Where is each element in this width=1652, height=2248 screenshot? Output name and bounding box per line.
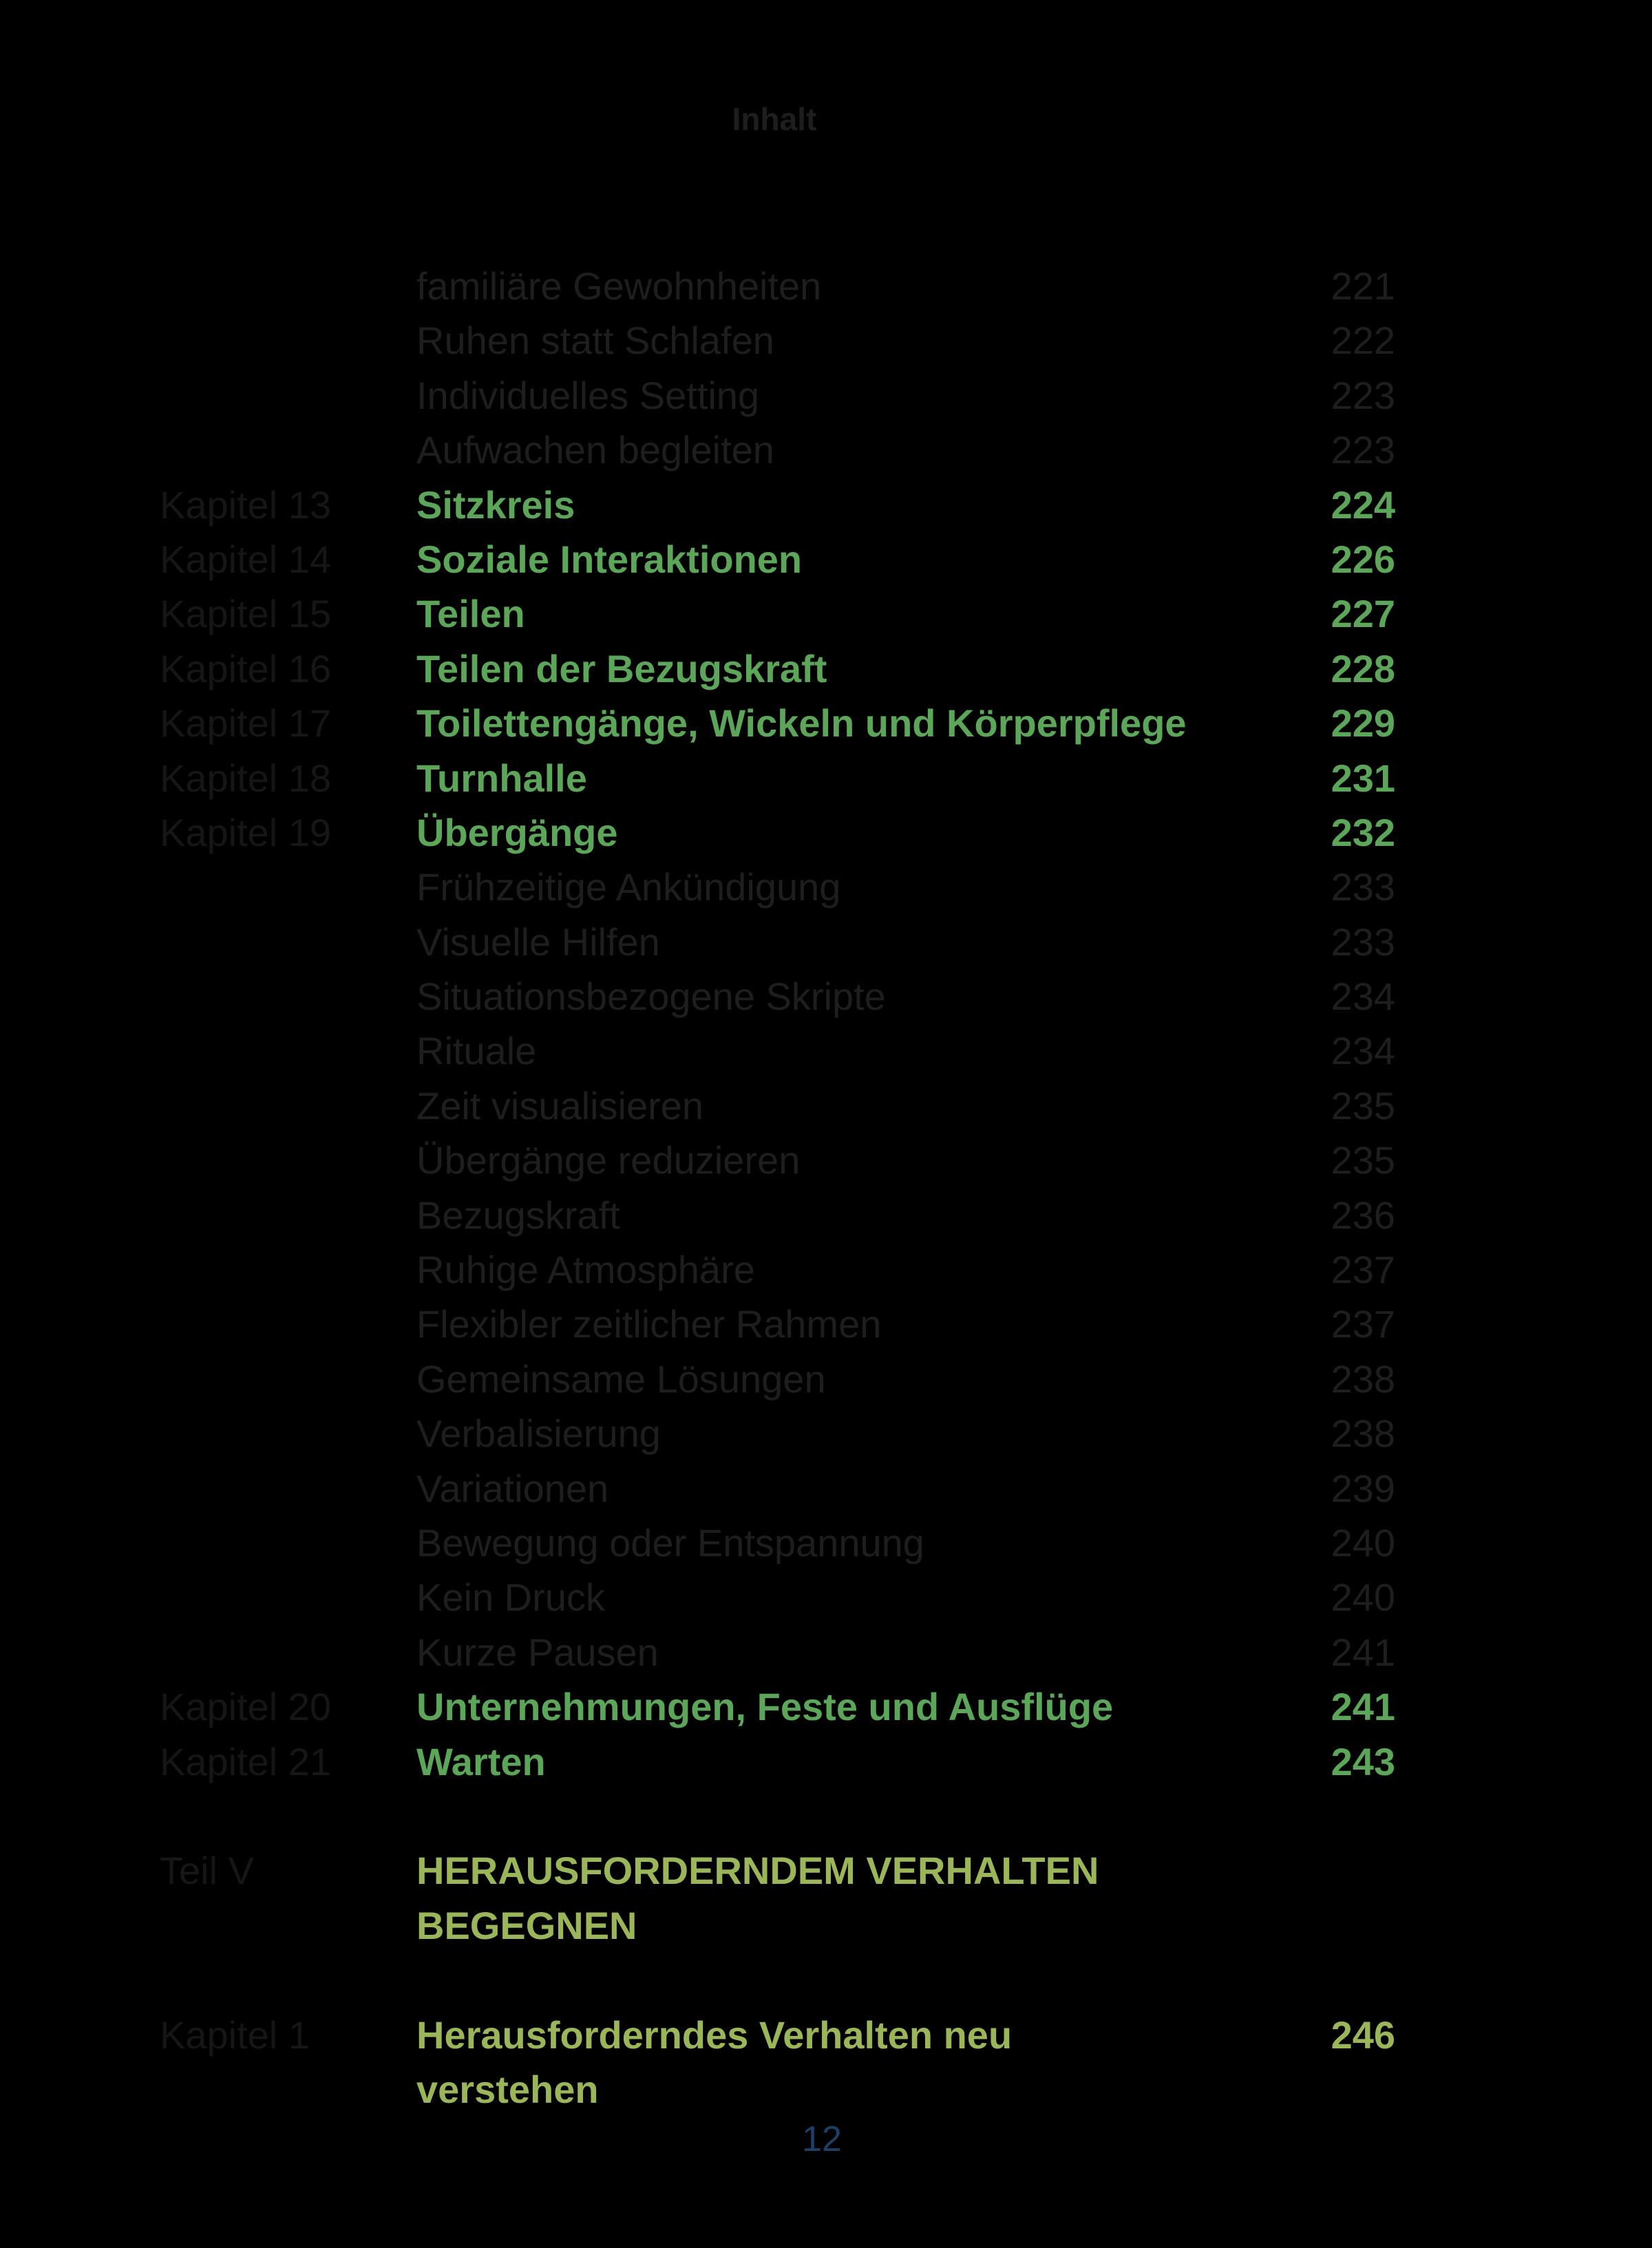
toc-entry-page: 223 bbox=[1331, 373, 1395, 417]
chapter-title: Soziale Interaktionen bbox=[416, 537, 803, 581]
toc-subentry[interactable] bbox=[0, 1352, 1652, 1406]
toc-subentry[interactable] bbox=[0, 1406, 1652, 1461]
toc-entry-page: 233 bbox=[1331, 865, 1395, 909]
toc-entry-page: 221 bbox=[1331, 264, 1395, 308]
chapter-title: Turnhalle bbox=[416, 756, 587, 800]
chapter-label: Kapitel 21 bbox=[160, 1739, 332, 1783]
page-number: 12 bbox=[802, 2119, 842, 2159]
toc-chapter-entry[interactable] bbox=[0, 641, 1652, 696]
chapter-page: 228 bbox=[1331, 646, 1395, 690]
toc-chapter-entry[interactable] bbox=[0, 586, 1652, 641]
toc-subentry[interactable] bbox=[0, 1133, 1652, 1187]
chapter-label: Kapitel 1 bbox=[160, 2013, 310, 2057]
chapter-label: Kapitel 20 bbox=[160, 1685, 332, 1729]
toc-entry-page: 237 bbox=[1331, 1248, 1395, 1292]
chapter-page: 246 bbox=[1331, 2013, 1395, 2057]
chapter-label: Kapitel 13 bbox=[160, 483, 332, 527]
chapter-label: Kapitel 15 bbox=[160, 592, 332, 636]
toc-subentry[interactable] bbox=[0, 1024, 1652, 1078]
chapter-title: Teilen bbox=[416, 592, 525, 636]
toc-subentry[interactable] bbox=[0, 259, 1652, 313]
toc-entry-title: Übergänge reduzieren bbox=[416, 1138, 801, 1183]
toc-entry-title: Kein Druck bbox=[416, 1576, 605, 1620]
toc-entry-page: 236 bbox=[1331, 1193, 1395, 1237]
toc-subentry[interactable] bbox=[0, 969, 1652, 1024]
toc-chapter-entry[interactable] bbox=[0, 696, 1652, 750]
toc-part-entry[interactable] bbox=[0, 1843, 1652, 1953]
chapter-page: 231 bbox=[1331, 756, 1395, 800]
toc-entry-title: Kurze Pausen bbox=[416, 1630, 659, 1674]
toc-chapter-entry[interactable] bbox=[0, 751, 1652, 805]
running-head: Inhalt bbox=[732, 101, 817, 137]
toc-chapter-entry[interactable] bbox=[0, 478, 1652, 532]
toc-entry-title: Verbalisierung bbox=[416, 1412, 661, 1456]
toc-entry-title: Aufwachen begleiten bbox=[416, 428, 774, 472]
chapter-label: Kapitel 14 bbox=[160, 537, 332, 581]
toc-chapter-entry[interactable] bbox=[0, 1735, 1652, 1789]
toc-entry-page: 222 bbox=[1331, 319, 1395, 363]
toc-subentry[interactable] bbox=[0, 423, 1652, 477]
toc-chapter-entry[interactable] bbox=[0, 2008, 1652, 2111]
toc-entry-page: 235 bbox=[1331, 1083, 1395, 1127]
toc-entry-title: Flexibler zeitlicher Rahmen bbox=[416, 1302, 882, 1346]
toc-entry-page: 223 bbox=[1331, 428, 1395, 472]
toc-subentry[interactable] bbox=[0, 1188, 1652, 1242]
toc-entry-title: Rituale bbox=[416, 1029, 537, 1073]
toc-subentry[interactable] bbox=[0, 915, 1652, 969]
toc-subentry[interactable] bbox=[0, 1516, 1652, 1570]
toc-entry-title: Zeit visualisieren bbox=[416, 1083, 704, 1127]
toc-subentry[interactable] bbox=[0, 1242, 1652, 1297]
toc-subentry[interactable] bbox=[0, 1079, 1652, 1133]
chapter-label: Kapitel 19 bbox=[160, 810, 332, 854]
toc-entry-title: Frühzeitige Ankündigung bbox=[416, 865, 841, 909]
chapter-title: Toilettengänge, Wickeln und Körperpflege bbox=[416, 701, 1187, 745]
toc-spacer bbox=[0, 1953, 1652, 2007]
chapter-page: 232 bbox=[1331, 810, 1395, 854]
chapter-title: Sitzkreis bbox=[416, 483, 575, 527]
chapter-label: Kapitel 18 bbox=[160, 756, 332, 800]
chapter-page: 229 bbox=[1331, 701, 1395, 745]
toc-entry-page: 234 bbox=[1331, 1029, 1395, 1073]
toc-entry-page: 235 bbox=[1331, 1138, 1395, 1183]
chapter-label: Kapitel 17 bbox=[160, 701, 332, 745]
chapter-page: 226 bbox=[1331, 537, 1395, 581]
toc-subentry[interactable] bbox=[0, 1461, 1652, 1516]
toc-subentry[interactable] bbox=[0, 368, 1652, 423]
toc-entry-page: 240 bbox=[1331, 1576, 1395, 1620]
chapter-title: Herausforderndes Verhalten neu verstehen bbox=[416, 2013, 1013, 2111]
chapter-page: 224 bbox=[1331, 483, 1395, 527]
toc-entry-title: Variationen bbox=[416, 1466, 609, 1510]
toc-chapter-entry[interactable] bbox=[0, 532, 1652, 586]
toc-subentry[interactable] bbox=[0, 1297, 1652, 1351]
toc-entry-title: Bewegung oder Entspannung bbox=[416, 1520, 924, 1565]
toc-entry-page: 238 bbox=[1331, 1357, 1395, 1401]
toc-entry-page: 233 bbox=[1331, 920, 1395, 964]
toc-entry-page: 238 bbox=[1331, 1412, 1395, 1456]
toc-entry-title: Situationsbezogene Skripte bbox=[416, 975, 886, 1019]
part-label: Teil V bbox=[160, 1849, 254, 1893]
toc-subentry[interactable] bbox=[0, 1570, 1652, 1624]
toc-entry-title: familiäre Gewohnheiten bbox=[416, 264, 822, 308]
toc-entry-page: 241 bbox=[1331, 1630, 1395, 1674]
toc-chapter-entry[interactable] bbox=[0, 805, 1652, 860]
chapter-title: Warten bbox=[416, 1739, 546, 1783]
chapter-page: 243 bbox=[1331, 1739, 1395, 1783]
toc-entry-title: Individuelles Setting bbox=[416, 373, 760, 417]
part-title: HERAUSFORDERNDEM VERHALTEN BEGEGNEN bbox=[416, 1849, 1099, 1947]
chapter-title: Übergänge bbox=[416, 810, 618, 854]
toc-entry-page: 234 bbox=[1331, 975, 1395, 1019]
toc-subentry[interactable] bbox=[0, 1625, 1652, 1679]
table-of-contents bbox=[0, 259, 1652, 2111]
toc-entry-title: Visuelle Hilfen bbox=[416, 920, 660, 964]
chapter-label: Kapitel 16 bbox=[160, 646, 332, 690]
toc-entry-title: Ruhen statt Schlafen bbox=[416, 319, 774, 363]
toc-entry-title: Ruhige Atmosphäre bbox=[416, 1248, 755, 1292]
toc-entry-title: Gemeinsame Lösungen bbox=[416, 1357, 826, 1401]
chapter-page: 241 bbox=[1331, 1685, 1395, 1729]
toc-entry-title: Bezugskraft bbox=[416, 1193, 620, 1237]
toc-entry-page: 237 bbox=[1331, 1302, 1395, 1346]
chapter-title: Teilen der Bezugskraft bbox=[416, 646, 827, 690]
chapter-page: 227 bbox=[1331, 592, 1395, 636]
toc-chapter-entry[interactable] bbox=[0, 1679, 1652, 1734]
toc-spacer bbox=[0, 1789, 1652, 1843]
chapter-title: Unternehmungen, Feste und Ausflüge bbox=[416, 1685, 1114, 1729]
toc-subentry[interactable] bbox=[0, 860, 1652, 914]
toc-subentry[interactable] bbox=[0, 313, 1652, 368]
toc-entry-page: 240 bbox=[1331, 1520, 1395, 1565]
toc-entry-page: 239 bbox=[1331, 1466, 1395, 1510]
